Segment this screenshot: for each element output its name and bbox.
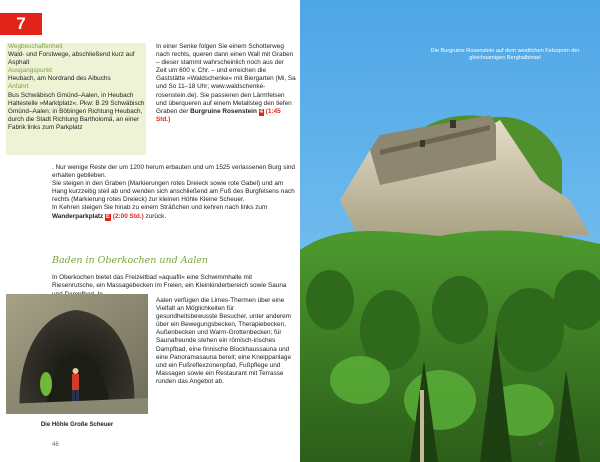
wanderparkplatz-label: Wanderparkplatz bbox=[52, 212, 104, 220]
castle-ruin-photo bbox=[300, 0, 600, 462]
cave-photo bbox=[6, 294, 148, 414]
page-number-right: 47 bbox=[538, 442, 545, 448]
cave-photo-caption: Die Höhle Große Scheuer bbox=[40, 422, 114, 428]
route-text-p2: Sie steigen in den Graben (Markierungen rotes Dreieck sowie rote Gabel) und am Hang kurzzeitig steil ab und wenden sich anschließend am Fuß des Burgfelsens nach rechts (Markierung rotes Dreieck) zur kleinen Höhle Kleine Scheuer. bbox=[52, 180, 295, 204]
time-2: (2:00 Std.) bbox=[112, 212, 144, 220]
route-text-wide bbox=[52, 164, 296, 221]
route-text-column bbox=[156, 43, 296, 124]
start-label: Ausgangspunkt bbox=[8, 67, 53, 75]
start-text: Heubach, am Nordrand des Albuchs bbox=[8, 75, 111, 83]
time-1: (1:45 Std.) bbox=[156, 107, 281, 123]
bathing-text-b: Aalen verfügen die Limes-Thermen über eine Vielfalt an Möglichkeiten für gesundheitsbewusste Besucher, unter anderem über ein Bewegungsbecken, Therapiebecken, Außenbecken und Warm-Grottenbecken; für Saunafreunde stehen ein römisch-irisches Dampfbad, eine finnische Blockhaussauna und eine Panoramasauna bereit; eine Kneippanlage und ein Fußreflexzonenpfad, Fußpflege und Massagen sowie ein Restaurant mit Terrasse runden das Angebot ab. bbox=[156, 297, 292, 385]
page-number-left: 46 bbox=[52, 442, 59, 448]
right-page-photo bbox=[300, 0, 600, 462]
section-heading: Baden in Oberkochen und Aalen bbox=[52, 255, 209, 266]
arrival-text: Bus Schwäbisch Gmünd–Aalen, in Heubach Haltestelle »Marktplatz«. Pkw: B 29 Schwäbisch Gmünd–Aalen; in Böbingen Richtung Heubach, durch die Stadt Richtung Bartholomä, an einer Fabrik links zum Parkplatz bbox=[8, 91, 145, 131]
route-text-part1: In einer Senke folgen Sie einem Schotterweg nach rechts, queren dann einen Wall mit Graben – dieser stammt wahrscheinlich noch aus der Zeit um 600 v. Chr. – und erreichen die Gaststätte »Waldschenke« mit Biergarten (Mi, Sa und So 11–18 Uhr; www.waldschenke-rosenstein.de). Sie passieren den Lärmfelsen und überqueren auf einem Metallsteg den tiefen Graben der bbox=[156, 43, 296, 115]
arrival-label: Anfahrt bbox=[8, 83, 29, 91]
cave-photo-image bbox=[6, 294, 148, 414]
waypoint-tag-4: 4 bbox=[259, 108, 263, 115]
route-text-rest: . Nur wenige Reste der um 1200 herum erbauten und um 1525 verlassenen Burg sind erhalten geblieben. bbox=[52, 164, 295, 180]
path-label: Wegbeschaffenheit bbox=[8, 43, 63, 50]
chapter-number-badge: 7 bbox=[0, 13, 42, 35]
waypoint-tag-e: E bbox=[106, 213, 111, 220]
route-text-p3b: zurück. bbox=[145, 212, 167, 220]
tour-info-box bbox=[6, 43, 146, 155]
castle-photo-caption: Die Burgruine Rosenstein auf dem westlichen Felssporn der gleichnamigen Berghalbinsel bbox=[430, 48, 580, 61]
path-text: Wald- und Forstwege, abschließend kurz auf Asphalt bbox=[8, 51, 135, 67]
burgruine-label: Burgruine Rosenstein bbox=[190, 107, 257, 115]
route-text-p3a: In Kehren steigen Sie hinab zu einem Sträßchen und kehren nach links zum bbox=[52, 204, 268, 212]
bathing-text-a: In Oberkochen bietet das Freizeitbad »aquafit« eine Schwimmhalle mit Riesenrutsche, ein Massagebecken im Freien, ein Kleinkinderbereich sowie Sauna bbox=[52, 274, 287, 290]
bathing-text-column bbox=[156, 297, 296, 386]
